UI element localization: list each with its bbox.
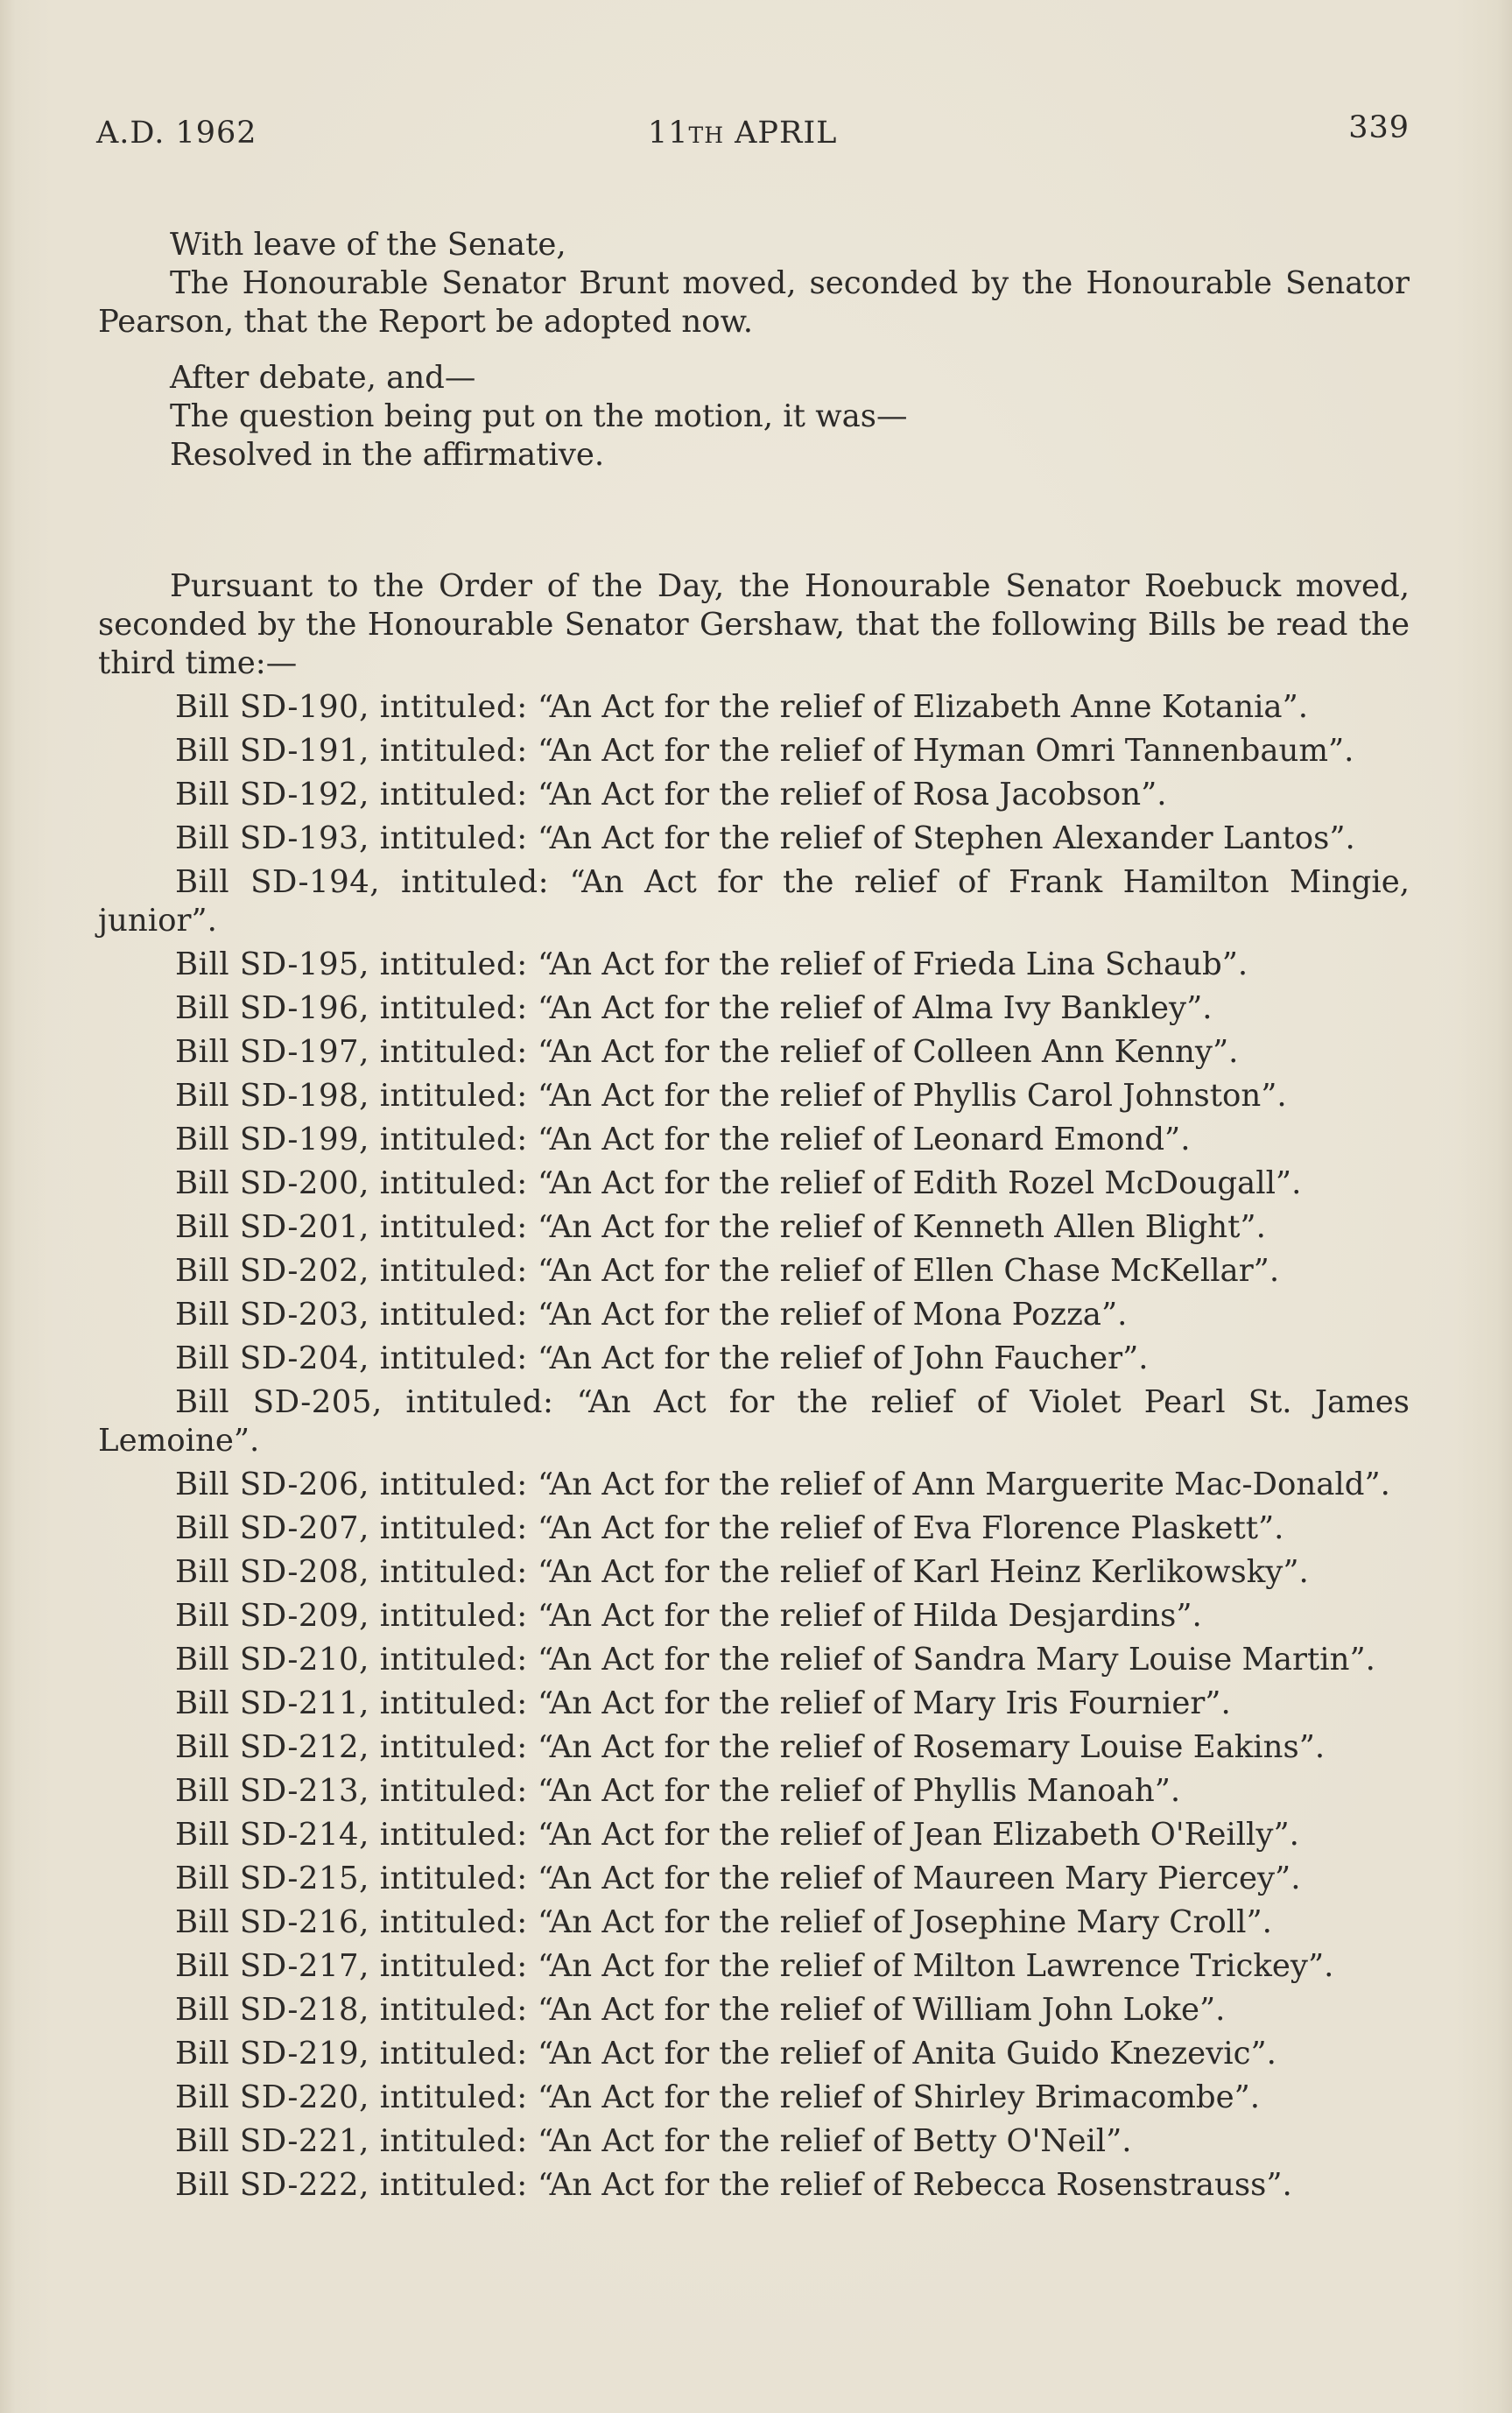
bill-title: “An Act for the relief of Leonard Emond”.	[538, 1122, 1191, 1157]
bill-entry	[98, 1553, 1410, 1592]
bill-title: “An Act for the relief of Phyllis Manoah”.	[538, 1773, 1181, 1809]
bill-entry	[98, 2035, 1410, 2073]
bill-number: Bill SD-205, intituled:	[175, 1384, 554, 1420]
bill-number: Bill SD-190, intituled:	[175, 689, 528, 725]
bill-entry	[98, 1991, 1410, 2030]
bill-title: “An Act for the relief of Rebecca Rosenstrauss”.	[538, 2167, 1292, 2203]
bill-entry	[98, 1121, 1410, 1159]
bill-title: “An Act for the relief of Eva Florence Plaskett”.	[538, 1510, 1284, 1546]
bill-number: Bill SD-196, intituled:	[175, 990, 528, 1026]
bill-title: “An Act for the relief of Violet Pearl St. James Lemoine”.	[98, 1384, 1410, 1459]
bill-number: Bill SD-206, intituled:	[175, 1467, 528, 1502]
bill-entry	[98, 1033, 1410, 1072]
bill-entry	[98, 1340, 1410, 1378]
bill-number: Bill SD-201, intituled:	[175, 1209, 528, 1245]
page-header	[96, 110, 1410, 159]
bill-title: “An Act for the relief of Stephen Alexander Lantos”.	[538, 820, 1355, 856]
debate-line: After debate, and—	[170, 360, 476, 396]
bill-number: Bill SD-214, intituled:	[175, 1817, 528, 1853]
bill-title: “An Act for the relief of Sandra Mary Louise Martin”.	[538, 1642, 1375, 1678]
bill-title: “An Act for the relief of William John Loke”.	[538, 1992, 1226, 2028]
bill-entry	[98, 1903, 1410, 1942]
order-of-day-paragraph: Pursuant to the Order of the Day, the Honourable Senator Roebuck moved, seconded by the Honourable Senator Gershaw, that the following Bills be read the third time:—	[98, 568, 1410, 681]
bill-entry	[98, 1296, 1410, 1334]
bill-number: Bill SD-194, intituled:	[175, 864, 550, 900]
bill-entry	[98, 2166, 1410, 2205]
bill-title: “An Act for the relief of Frieda Lina Schaub”.	[538, 946, 1248, 982]
bill-title: “An Act for the relief of Ann Marguerite Mac-Donald”.	[538, 1467, 1390, 1502]
bill-number: Bill SD-195, intituled:	[175, 946, 528, 982]
bill-number: Bill SD-198, intituled:	[175, 1078, 528, 1114]
bill-number: Bill SD-199, intituled:	[175, 1122, 528, 1157]
bill-number: Bill SD-213, intituled:	[175, 1773, 528, 1809]
bill-entry	[98, 1077, 1410, 1115]
bill-title: “An Act for the relief of Edith Rozel McDougall”.	[538, 1165, 1302, 1201]
bill-entry	[98, 989, 1410, 1028]
bill-title: “An Act for the relief of Mona Pozza”.	[538, 1297, 1128, 1333]
bill-number: Bill SD-212, intituled:	[175, 1729, 528, 1765]
bill-title: “An Act for the relief of Rosemary Louise Eakins”.	[538, 1729, 1326, 1765]
bill-number: Bill SD-193, intituled:	[175, 820, 528, 856]
bill-entry	[98, 1772, 1410, 1811]
bill-entry	[98, 732, 1410, 770]
bill-number: Bill SD-218, intituled:	[175, 1992, 528, 2028]
bill-number: Bill SD-210, intituled:	[175, 1642, 528, 1678]
bill-entry	[98, 2122, 1410, 2161]
bill-title: “An Act for the relief of Karl Heinz Kerlikowsky”.	[538, 1554, 1309, 1590]
bill-number: Bill SD-207, intituled:	[175, 1510, 528, 1546]
bill-entry	[98, 1509, 1410, 1548]
motion-paragraph: The Honourable Senator Brunt moved, seconded by the Honourable Senator Pearson, that the Report be adopted now.	[98, 265, 1410, 340]
bill-number: Bill SD-202, intituled:	[175, 1253, 528, 1289]
bill-number: Bill SD-222, intituled:	[175, 2167, 528, 2203]
bill-number: Bill SD-200, intituled:	[175, 1165, 528, 1201]
bill-entry	[98, 1685, 1410, 1723]
bill-title: “An Act for the relief of Shirley Brimacombe”.	[538, 2079, 1261, 2115]
bill-number: Bill SD-203, intituled:	[175, 1297, 528, 1333]
bill-number: Bill SD-219, intituled:	[175, 2036, 528, 2072]
bill-number: Bill SD-215, intituled:	[175, 1861, 528, 1896]
bill-title: “An Act for the relief of Colleen Ann Kenny”.	[538, 1034, 1239, 1070]
resolved-line: Resolved in the affirmative.	[170, 437, 605, 473]
bill-title: “An Act for the relief of Anita Guido Knezevic”.	[538, 2036, 1276, 2072]
bill-entry	[98, 688, 1410, 727]
bill-title: “An Act for the relief of Mary Iris Fournier”.	[538, 1685, 1231, 1721]
bill-title: “An Act for the relief of Ellen Chase McKellar”.	[538, 1253, 1280, 1289]
bill-entry	[98, 1816, 1410, 1854]
bill-title: “An Act for the relief of Hilda Desjardins”.	[538, 1598, 1202, 1634]
bill-title: “An Act for the relief of Jean Elizabeth O'Reilly”.	[538, 1817, 1299, 1853]
bill-title: “An Act for the relief of Alma Ivy Bankley”.	[538, 990, 1213, 1026]
bill-number: Bill SD-191, intituled:	[175, 733, 528, 769]
journal-body	[98, 226, 1410, 2210]
bill-number: Bill SD-211, intituled:	[175, 1685, 528, 1721]
question-line: The question being put on the motion, it was—	[170, 398, 908, 434]
header-day: 11th	[648, 116, 725, 151]
bill-entry	[98, 863, 1410, 940]
bill-title: “An Act for the relief of Betty O'Neil”.	[538, 2123, 1132, 2159]
bill-title: “An Act for the relief of Josephine Mary Croll”.	[538, 1904, 1272, 1940]
bill-title: “An Act for the relief of Hyman Omri Tannenbaum”.	[538, 733, 1354, 769]
bill-title: “An Act for the relief of Elizabeth Anne Kotania”.	[538, 689, 1309, 725]
bill-number: Bill SD-221, intituled:	[175, 2123, 528, 2159]
bill-title: “An Act for the relief of Maureen Mary Piercey”.	[538, 1861, 1301, 1896]
leave-line: With leave of the Senate,	[170, 227, 566, 263]
bill-entry	[98, 1947, 1410, 1986]
bill-entry	[98, 946, 1410, 984]
bill-number: Bill SD-204, intituled:	[175, 1340, 528, 1376]
bill-title: “An Act for the relief of Frank Hamilton Mingie, junior”.	[98, 864, 1410, 939]
bill-entry	[98, 1728, 1410, 1767]
bill-entry	[98, 1466, 1410, 1504]
bill-title: “An Act for the relief of Rosa Jacobson”.	[538, 777, 1167, 813]
bill-number: Bill SD-208, intituled:	[175, 1554, 528, 1590]
bill-title: “An Act for the relief of Kenneth Allen Blight”.	[538, 1209, 1266, 1245]
bill-number: Bill SD-216, intituled:	[175, 1904, 528, 1940]
bill-entry	[98, 820, 1410, 858]
bill-title: “An Act for the relief of Phyllis Carol Johnston”.	[538, 1078, 1287, 1114]
bill-entry	[98, 1164, 1410, 1203]
bill-entry	[98, 1641, 1410, 1679]
bill-entry	[98, 1208, 1410, 1247]
bill-entry	[98, 1860, 1410, 1898]
bill-number: Bill SD-217, intituled:	[175, 1948, 528, 1984]
bill-number: Bill SD-197, intituled:	[175, 1034, 528, 1070]
bill-entry	[98, 2079, 1410, 2117]
bill-number: Bill SD-220, intituled:	[175, 2079, 528, 2115]
bill-entry	[98, 776, 1410, 814]
bill-entry	[98, 1383, 1410, 1460]
page-number: 339	[1348, 110, 1410, 145]
bill-entry	[98, 1252, 1410, 1291]
bill-number: Bill SD-192, intituled:	[175, 777, 528, 813]
header-month: APRIL	[735, 116, 838, 151]
bill-entry	[98, 1597, 1410, 1636]
bill-title: “An Act for the relief of John Faucher”.	[538, 1340, 1149, 1376]
bill-list	[98, 688, 1410, 2205]
bill-number: Bill SD-209, intituled:	[175, 1598, 528, 1634]
bill-title: “An Act for the relief of Milton Lawrence Trickey”.	[538, 1948, 1334, 1984]
header-date	[648, 116, 837, 151]
header-year: A.D. 1962	[96, 116, 257, 151]
